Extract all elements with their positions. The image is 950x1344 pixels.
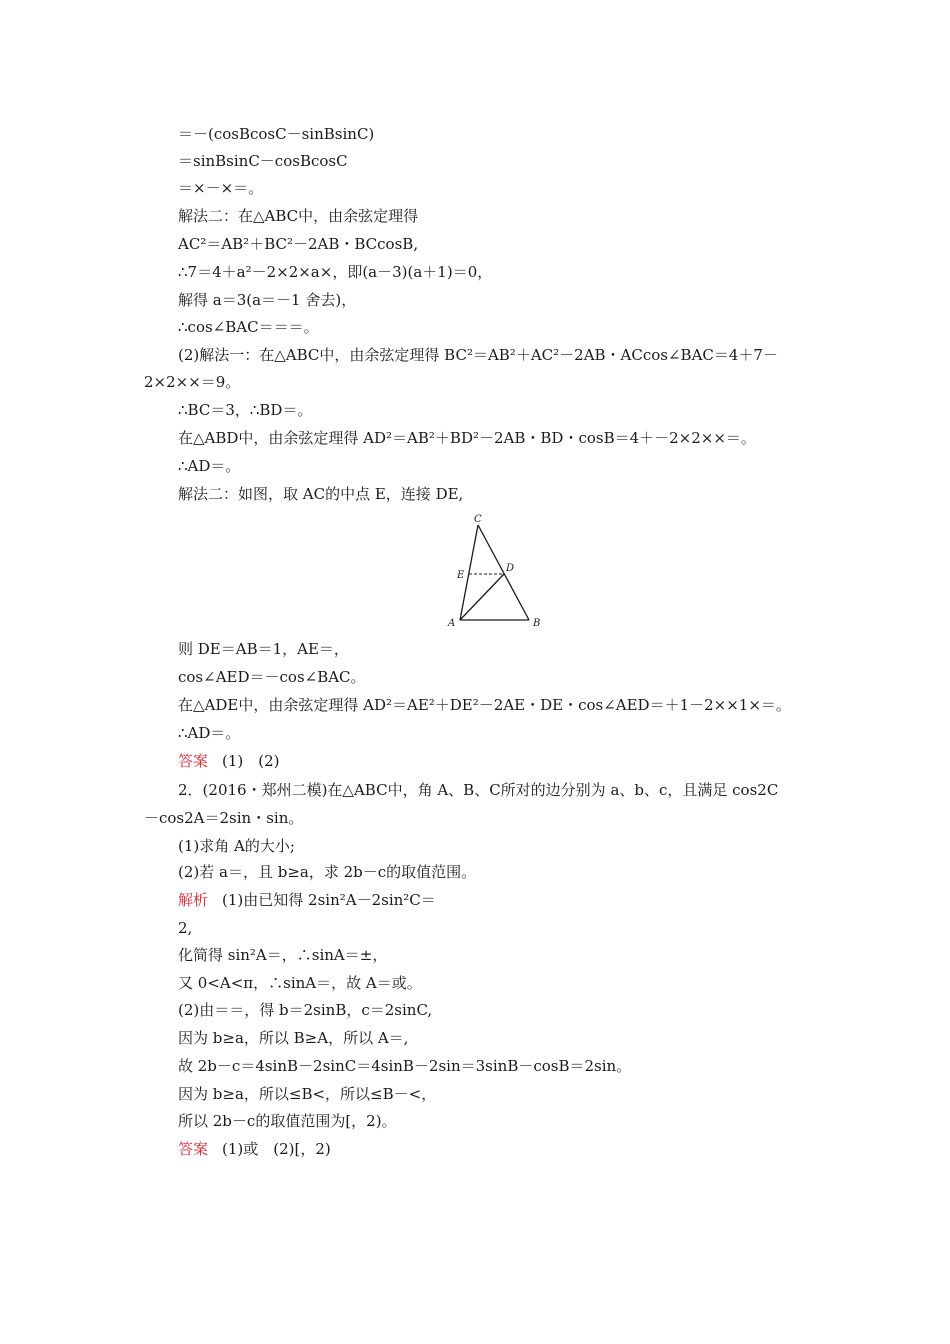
text-line: ＝sinBsinC－cosBcosC — [178, 152, 348, 170]
analysis-label: 解析 — [178, 891, 209, 909]
text-line: 解法二：如图，取 AC的中点 E，连接 DE, — [178, 485, 464, 503]
label-a: A — [448, 618, 456, 629]
text-line: 2×2××＝9。 — [144, 373, 241, 391]
text-line: 所以 2b－c的取值范围为[，2)。 — [178, 1112, 397, 1130]
answer-line — [178, 751, 280, 771]
problem-line: －cos2A＝2sin・sin。 — [144, 809, 304, 827]
text-line: 又 0<A<π，∴sinA＝，故 A＝或。 — [178, 974, 422, 992]
text-line: ＝×－×＝。 — [178, 179, 264, 197]
answer-label: 答案 — [178, 1140, 209, 1158]
text-line: 因为 b≥a，所以 B≥A，所以 A＝, — [178, 1029, 409, 1047]
text-line: (2)解法一：在△ABC中，由余弦定理得 BC²＝AB²＋AC²－2AB・ACcos∠BAC＝4＋7－ — [178, 346, 778, 364]
label-d: D — [506, 563, 515, 574]
text-line: 2, — [178, 919, 193, 937]
text-line: 在△ADE中，由余弦定理得 AD²＝AE²＋DE²－2AE・DE・cos∠AED＝＋1－2××1×＝。 — [178, 696, 791, 714]
problem-line: 2．(2016・郑州二模)在△ABC中，角 A、B、C所对的边分别为 a、b、c，且满足 cos2C — [178, 781, 779, 799]
question-line: (2)若 a＝，且 b≥a，求 2b－c的取值范围。 — [178, 863, 477, 881]
text-line: AC²＝AB²＋BC²－2AB・BCcosB, — [178, 235, 419, 253]
text-line: 故 2b－c＝4sinB－2sinC＝4sinB－2sin＝3sinB－cosB＝2sin。 — [178, 1057, 632, 1075]
analysis-text: (1)由已知得 2sin²A－2sin²C＝ — [222, 891, 436, 909]
analysis-line — [178, 890, 436, 910]
text-line: (2)由＝＝，得 b＝2sinB，c＝2sinC, — [178, 1001, 433, 1019]
text-line: ∴BC＝3，∴BD＝。 — [178, 401, 313, 419]
text-line: ∴AD＝。 — [178, 724, 241, 742]
text-line: 解法二：在△ABC中，由余弦定理得 — [178, 207, 419, 225]
text-line: 化简得 sin²A＝，∴sinA＝±， — [178, 946, 388, 964]
segment-cb — [478, 525, 529, 620]
text-line: 则 DE＝AB＝1，AE＝， — [178, 640, 349, 658]
label-b: B — [533, 618, 541, 629]
text-line: ＝－(cosBcosC－sinBsinC) — [178, 125, 375, 143]
question-line: (1)求角 A的大小; — [178, 837, 295, 855]
text-line: ∴AD＝。 — [178, 457, 241, 475]
segment-ad — [460, 574, 504, 620]
answer-text: (1)或 (2)[，2) — [222, 1140, 331, 1158]
label-e: E — [457, 570, 465, 581]
text-line: ∴cos∠BAC＝＝＝。 — [178, 318, 319, 336]
answer-text: (1) (2) — [222, 752, 280, 770]
label-c: C — [474, 514, 482, 525]
triangle-figure — [440, 512, 550, 632]
text-line: 因为 b≥a，所以≤B<，所以≤B－<， — [178, 1085, 437, 1103]
text-line: 在△ABD中，由余弦定理得 AD²＝AB²＋BD²－2AB・BD・cosB＝4＋－2×2××＝。 — [178, 429, 756, 447]
text-line: 解得 a＝3(a＝－1 舍去)， — [178, 291, 357, 309]
text-line: ∴7＝4＋a²－2×2×a×，即(a－3)(a＋1)＝0， — [178, 263, 493, 281]
text-line: cos∠AED＝－cos∠BAC。 — [178, 668, 366, 686]
answer-label: 答案 — [178, 752, 209, 770]
answer-line — [178, 1139, 331, 1159]
